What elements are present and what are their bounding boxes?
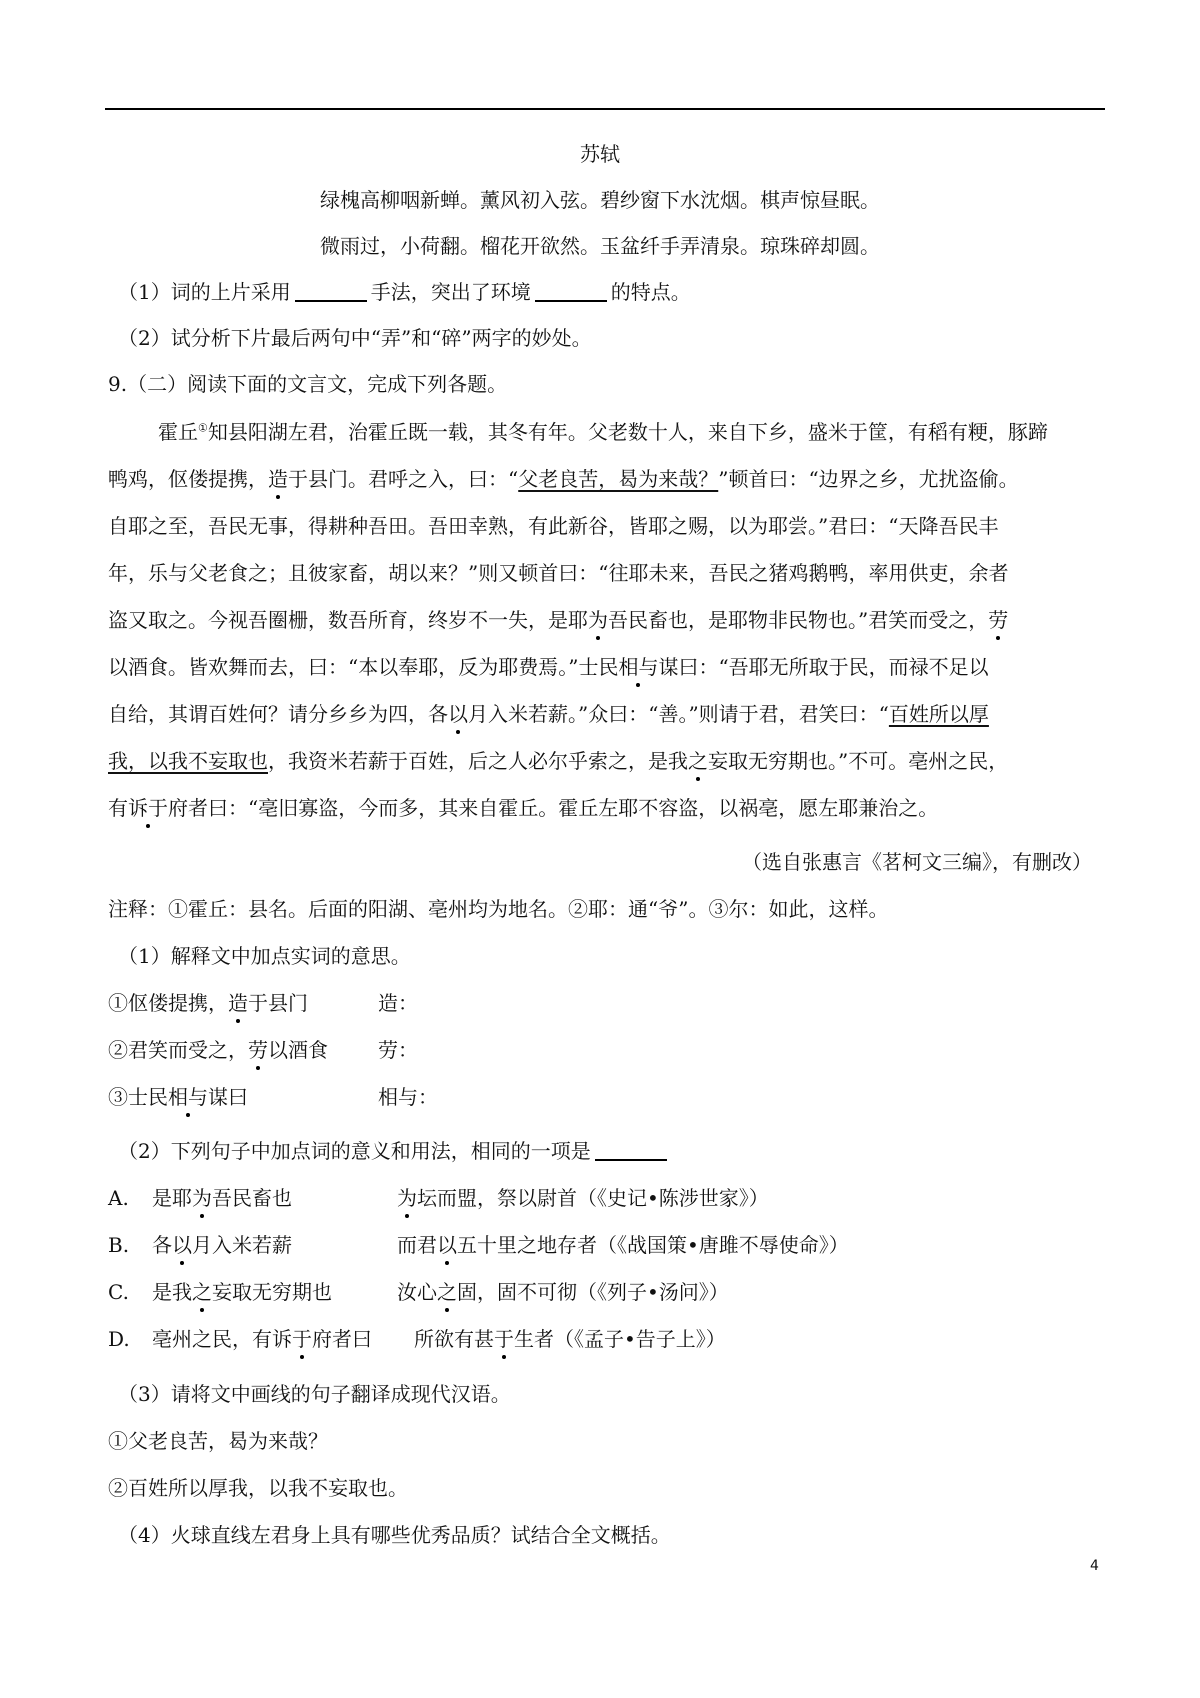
option-d[interactable]: D. — [108, 1327, 130, 1351]
passage-line: 以酒食。皆欢舞而去，曰：“本以奉耶，反为耶费焉。”士民相与谋曰：“吾耶无所取于民，而禄不足以 — [108, 655, 989, 679]
underlined-sentence: 父老良苦，曷为来哉？ — [518, 467, 719, 491]
passage-line: 霍丘①知县阳湖左君，治霍丘既一载，其冬有年。父老数十人，来自下乡，盛米于筐，有稻有粳，豚蹄 — [158, 420, 1048, 444]
option-c[interactable]: C. — [108, 1280, 129, 1304]
q8-sub1: （1）词的上片采用 手法，突出了环境 的特点。 — [118, 280, 691, 304]
sub3-item: ①父老良苦，曷为来哉？ — [108, 1429, 328, 1453]
passage-line: 我，以我不妄取也，我资米若薪于百姓，后之人必尔乎索之，是我之妄取无穷期也。”不可。亳州之民， — [108, 749, 1009, 773]
annotation-note: 注释：①霍丘：县名。后面的阳湖、亳州均为地名。②耶：通“爷”。③尔：如此，这样。 — [108, 897, 889, 921]
option-d-text: 亳州之民，有诉于府者曰 — [152, 1327, 372, 1351]
source-citation: （选自张惠言《茗柯文三编》，有删改） — [742, 850, 1092, 874]
option-a[interactable]: A. — [108, 1186, 129, 1210]
passage-line: 自给，其谓百姓何？请分乡乡为四，各以月入米若薪。”众曰：“善。”则请于君，君笑曰：“百姓所以厚 — [108, 702, 989, 726]
poem-line-2: 微雨过，小荷翻。榴花开欲然。玉盆纤手弄清泉。琼珠碎却圆。 — [320, 234, 880, 258]
sub1-item: ①伛偻提携，造于县门 — [108, 991, 308, 1015]
passage-line: 鸭鸡，伛偻提携，造于县门。君呼之入，曰：“父老良苦，曷为来哉？”顿首曰：“边界之乡，尤扰盗偷。 — [108, 467, 1019, 491]
answer-blank[interactable] — [295, 280, 367, 302]
option-d-compare: 所欲有甚于生者（《孟子•告子上》） — [414, 1327, 726, 1351]
underlined-sentence: 我，以我不妄取也 — [108, 749, 268, 773]
q9-sub2: （2）下列句子中加点词的意义和用法，相同的一项是 — [118, 1137, 671, 1165]
answer-blank[interactable] — [535, 280, 607, 302]
poem-author: 苏轼 — [580, 142, 620, 166]
sub1-label: 造： — [378, 991, 418, 1015]
sub1-label: 相与： — [378, 1085, 438, 1109]
page-number: 4 — [1090, 1558, 1099, 1574]
sub1-item: ③士民相与谋曰 — [108, 1085, 248, 1109]
option-b-compare: 而君以五十里之地存者（《战国策•唐雎不辱使命》） — [397, 1233, 849, 1257]
underlined-sentence: 百姓所以厚 — [888, 702, 989, 726]
option-c-compare: 汝心之固，固不可彻（《列子•汤问》） — [397, 1280, 729, 1304]
sub3-item: ②百姓所以厚我，以我不妄取也。 — [108, 1476, 408, 1500]
q9-sub1: （1）解释文中加点实词的意思。 — [118, 944, 411, 968]
sub1-label: 劳： — [378, 1038, 418, 1062]
option-c-text: 是我之妄取无穷期也 — [152, 1280, 332, 1304]
poem-line-1: 绿槐高柳咽新蝉。薰风初入弦。碧纱窗下水沈烟。棋声惊昼眠。 — [320, 188, 880, 212]
passage-line: 年，乐与父老食之；且彼家畜，胡以来？”则又顿首曰：“往耶未来，吾民之猪鸡鹅鸭，率用供吏，余者 — [108, 561, 1009, 585]
q8-sub2: （2）试分析下片最后两句中“弄”和“碎”两字的妙处。 — [118, 326, 592, 350]
sub1-item: ②君笑而受之，劳以酒食 — [108, 1038, 328, 1062]
passage-line: 盗又取之。今视吾圈栅，数吾所育，终岁不一失，是耶为吾民畜也，是耶物非民物也。”君笑而受之，劳 — [108, 608, 1009, 632]
q9-sub4: （4）火球直线左君身上具有哪些优秀品质？试结合全文概括。 — [118, 1523, 671, 1547]
q9-heading: 9.（二）阅读下面的文言文，完成下列各题。 — [108, 372, 508, 396]
option-a-compare: 为坛而盟，祭以尉首（《史记•陈涉世家》） — [397, 1186, 769, 1210]
passage-line: 自耶之至，吾民无事，得耕种吾田。吾田幸熟，有此新谷，皆耶之赐，以为耶尝。”君曰：“天降吾民丰 — [108, 514, 999, 538]
passage-line: 有诉于府者曰：“亳旧寡盗，今而多，其来自霍丘。霍丘左耶不容盗，以祸亳，愿左耶兼治之。 — [108, 796, 939, 820]
q9-sub3: （3）请将文中画线的句子翻译成现代汉语。 — [118, 1382, 511, 1406]
answer-blank[interactable] — [595, 1139, 667, 1161]
option-b-text: 各以月入米若薪 — [152, 1233, 292, 1257]
header-rule — [105, 108, 1105, 110]
option-a-text: 是耶为吾民畜也 — [152, 1186, 292, 1210]
option-b[interactable]: B. — [108, 1233, 130, 1257]
